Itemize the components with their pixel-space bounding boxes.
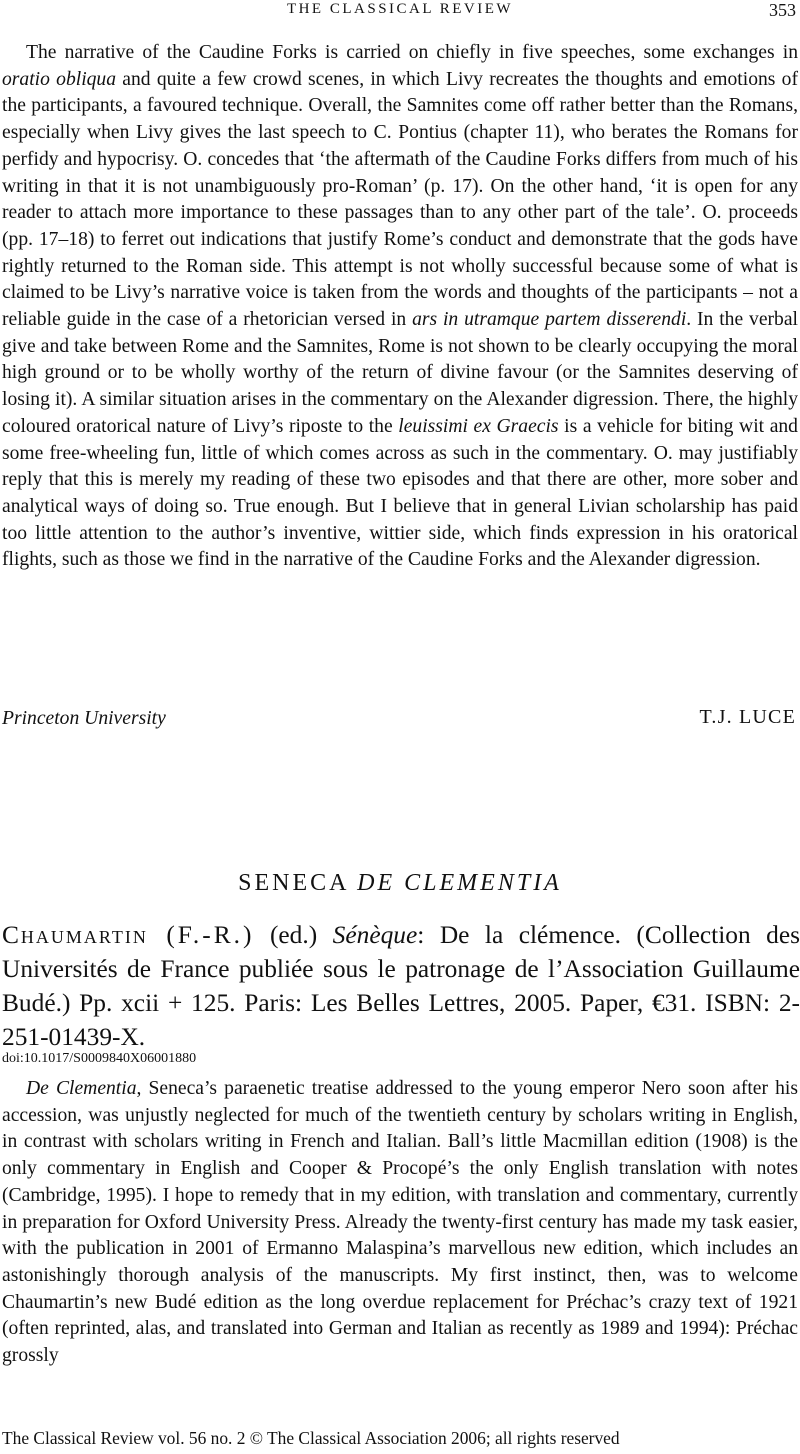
journal-name: THE CLASSICAL REVIEW (286, 1, 514, 17)
review-title-italic: DE CLEMENTIA (357, 870, 562, 896)
body-paragraph-de-clementia (2, 1076, 798, 1370)
text-run: and quite a few crowd scenes, in which Livy recreates the thoughts and emotions of the participants, a favoured technique. Overall, the Samnites come off rather better than the Romans, especially when Livy gives the last speech to C. Pontius (chapter 11), who berates the Romans for perfidy and hypocrisy. O. concedes that ‘the aftermath of the Caudine Forks differs from much of his writing in that it is not unambiguously pro-Roman’ (p. 17). On the other hand, ‘it is open for any reader to attach more importance to these passages than to any other part of the tale’. O. proceeds (pp. 17–18) to ferret out indications that justify Rome’s conduct and demonstrate that the gods have rightly returned to the Roman side. This attempt is not wholly successful because some of what is claimed to be Livy’s narrative voice is taken from the words and thoughts of the participants – not a reliable guide in the case of a rhetorician versed in (2, 68, 798, 331)
review-signoff (2, 706, 798, 736)
review-title-plain: SENECA (238, 870, 358, 896)
review-title (0, 870, 800, 897)
text-run: The narrative of the Caudine Forks is carried on chiefly in five speeches, some exchanges in (26, 42, 798, 63)
citation-details: : De la clémence. (Collection des Universités de France publiée sous le patronage de l’Association Guillaume Budé.) Pp. xcii + 125. Paris: Les Belles Lettres, 2005. Paper, €31. ISBN: 2-251-01439-X. (2, 921, 800, 1051)
editor-initials: (F.-R.) (147, 921, 255, 949)
editor-name: Chaumartin (2, 921, 148, 949)
text-run: . In the verbal give and take between Rome and the Samnites, Rome is not shown to be clearly occupying the moral high ground or to be wholly worthy of the return of divine favour (or the Samnites deserving of losing it). A similar situation arises in the commentary on the Alexander digression. There, the highly coloured oratorical nature of Livy’s riposte to the (2, 309, 798, 437)
text-run: is a vehicle for biting wit and some free-wheeling fun, little of which comes across as such in the commentary. O. may justifiably reply that this is merely my reading of these two episodes and that there are other, more sober and analytical ways of doing so. True enough. But I believe that in general Livian scholarship has paid too little attention to the author’s inventive, wittier side, which finds expression in his oratorical flights, such as those we find in the narrative of the Caudine Forks and the Alexander digression. (2, 415, 798, 571)
italic-term: leuissimi ex Graecis (398, 415, 559, 437)
page-number: 353 (769, 0, 796, 20)
editor-role: (ed.) (254, 921, 333, 949)
reviewer-affiliation: Princeton University (2, 708, 166, 729)
book-citation (2, 918, 800, 1054)
italic-term: oratio obliqua (2, 68, 117, 90)
work-title-italic: Sénèque (332, 921, 418, 949)
running-header (0, 0, 800, 20)
copyright-footer: The Classical Review vol. 56 no. 2 © The Classical Association 2006; all rights reserved (2, 1428, 620, 1448)
doi: doi:10.1017/S0009840X06001880 (2, 1051, 197, 1066)
italic-term: ars in utramque partem disserendi (412, 309, 687, 331)
body-paragraph-caudine-forks (2, 40, 798, 574)
reviewer-name: T.J. LUCE (699, 706, 796, 728)
italic-term: De Clementia (26, 1078, 137, 1099)
text-run: , Seneca’s paraenetic treatise addressed to the young emperor Nero soon after his accession, was unjustly neglected for much of the twentieth century by scholars writing in English, in contrast with scholars writing in French and Italian. Ball’s little Macmillan edition (1908) is the only commentary in English and Cooper & Procopé’s the only English translation with notes (Cambridge, 1995). I hope to remedy that in my edition, with translation and commentary, currently in preparation for Oxford University Press. Already the twenty-first century has made my task easier, with the publication in 2001 of Ermanno Malaspina’s marvellous new edition, which includes an astonishingly thorough analysis of the manuscripts. My first instinct, then, was to welcome Chaumartin’s new Budé edition as the long overdue replacement for Préchac’s crazy text of 1921 (often reprinted, alas, and translated into German and Italian as recently as 1989 and 1994): Préchac grossly (2, 1078, 798, 1367)
